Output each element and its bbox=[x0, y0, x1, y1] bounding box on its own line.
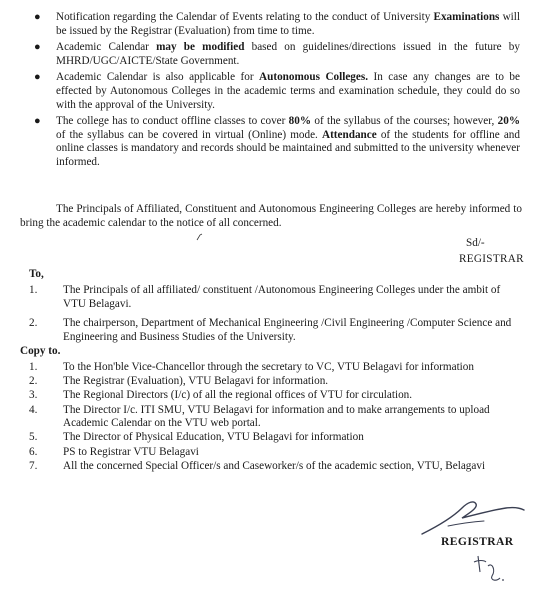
list-number: 4. bbox=[29, 403, 38, 416]
bullet-dot-icon: ● bbox=[34, 71, 41, 84]
bullet-text: Academic Calendar bbox=[56, 41, 157, 54]
bullet-dot-icon: ● bbox=[34, 41, 41, 54]
list-text: The Regional Directors (I/c) of all the regional offices of VTU for circulation. bbox=[63, 389, 413, 402]
bullet-text: based on guidelines/directions issued in the future by MHRD/UGC/AICTE/State Government. bbox=[56, 41, 520, 67]
list-text: The Director I/c. ITI SMU, VTU Belagavi for information and to make arrangements to upload Academic Calendar on the VTU web portal. bbox=[63, 403, 490, 430]
bold-text: 20% bbox=[497, 115, 520, 128]
bullet-text: Academic Calendar is also applicable for bbox=[56, 71, 260, 84]
pen-mark-icon bbox=[196, 233, 204, 241]
list-number: 2. bbox=[29, 317, 38, 330]
bold-text: Attendance bbox=[322, 128, 377, 141]
bullet-text: of the syllabus of the courses; however, bbox=[311, 115, 498, 128]
bullet-dot-icon: ● bbox=[34, 11, 41, 23]
registrar-title-top: REGISTRAR bbox=[459, 253, 524, 265]
bullet-item bbox=[34, 11, 520, 38]
to-list-item bbox=[29, 317, 515, 344]
sd-mark: Sd/- bbox=[466, 237, 485, 249]
bullet-text: will be issued by the Registrar (Evaluation) from time to time. bbox=[56, 11, 520, 37]
registrar-title-bottom: REGISTRAR bbox=[441, 535, 514, 548]
bullet-dot-icon: ● bbox=[34, 115, 41, 128]
bullet-text: of the students for offline and online classes is mandatory and records should be maintained and submitted to the university whenever informed. bbox=[56, 128, 520, 168]
bold-text: Autonomous Colleges. bbox=[259, 71, 369, 84]
bullet-text: Notification regarding the Calendar of Events relating to the conduct of University bbox=[56, 11, 434, 23]
list-number: 2. bbox=[29, 375, 38, 388]
copy-list-item bbox=[29, 446, 525, 460]
list-text: All the concerned Special Officer/s and Caseworker/s of the academic section, VTU, Belagavi bbox=[63, 459, 486, 472]
bold-text: may be modified bbox=[156, 41, 245, 54]
copy-list-item bbox=[29, 404, 525, 431]
instruction-bullets bbox=[34, 11, 520, 173]
bullet-item bbox=[34, 41, 520, 68]
list-number: 7. bbox=[29, 459, 38, 472]
to-list-item bbox=[29, 284, 515, 311]
list-number: 5. bbox=[29, 431, 38, 444]
list-text: PS to Registrar VTU Belagavi bbox=[63, 445, 199, 458]
to-heading: To, bbox=[29, 268, 44, 280]
copy-list-item bbox=[29, 431, 525, 445]
copy-list-item bbox=[29, 389, 525, 403]
list-number: 1. bbox=[29, 361, 38, 373]
list-number: 6. bbox=[29, 445, 38, 458]
bullet-item bbox=[34, 115, 520, 169]
bullet-text: of the syllabus can be covered in virtual (Online) mode. bbox=[56, 128, 322, 141]
list-text: The Principals of all affiliated/ constituent /Autonomous Engineering Colleges under the ambit of VTU Belagavi. bbox=[63, 284, 501, 310]
bold-text: Examinations bbox=[433, 11, 500, 23]
bold-text: 80% bbox=[288, 115, 312, 128]
copy-list-item bbox=[29, 460, 525, 474]
copy-to-list bbox=[29, 361, 525, 474]
copy-list-item bbox=[29, 361, 525, 375]
signature-icon bbox=[418, 496, 528, 540]
bullet-text: The college has to conduct offline classes to cover bbox=[56, 115, 289, 128]
to-recipient-list bbox=[29, 284, 515, 350]
initials-icon bbox=[470, 550, 510, 586]
list-number: 1. bbox=[29, 284, 38, 296]
copy-to-heading: Copy to. bbox=[20, 345, 61, 357]
list-text: The Director of Physical Education, VTU Belagavi for information bbox=[63, 431, 364, 444]
bullet-text: In case any changes are to be effected by Autonomous Colleges in the academic terms and examination schedule, they could do so with the approval of the University. bbox=[56, 71, 520, 111]
list-text: The Registrar (Evaluation), VTU Belagavi for information. bbox=[63, 375, 329, 388]
bullet-item bbox=[34, 71, 520, 112]
list-text: The chairperson, Department of Mechanical Engineering /Civil Engineering /Computer Science and Engineering and Business Studies of the University. bbox=[63, 317, 512, 343]
list-number: 3. bbox=[29, 389, 38, 402]
principals-paragraph: The Principals of Affiliated, Constituent and Autonomous Engineering Colleges are hereby informed to bring the academic calendar to the notice of all concerned. bbox=[20, 203, 522, 229]
copy-list-item bbox=[29, 375, 525, 389]
list-text: To the Hon'ble Vice-Chancellor through the secretary to VC, VTU Belagavi for information bbox=[63, 361, 474, 373]
